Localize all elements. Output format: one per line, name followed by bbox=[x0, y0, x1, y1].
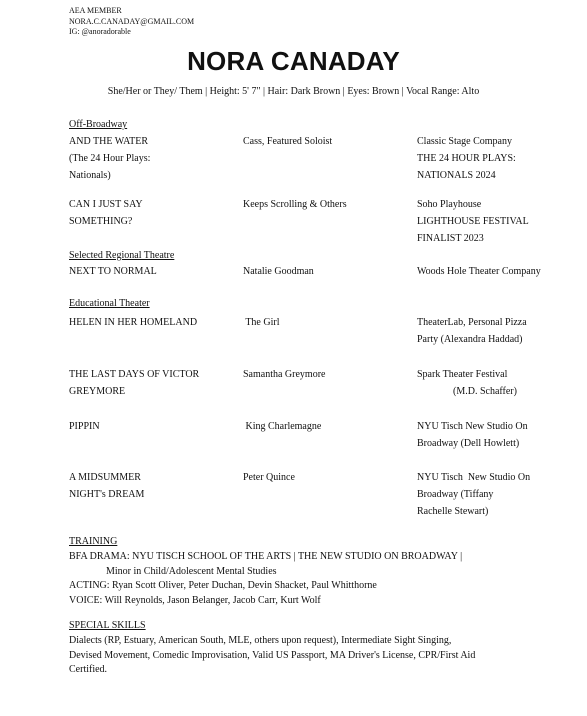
role: The Girl bbox=[243, 317, 280, 328]
membership: AEA MEMBER bbox=[69, 6, 122, 15]
show-title: PIPPIN bbox=[69, 421, 100, 432]
venue: TheaterLab, Personal Pizza Party (Alexandra Haddad) bbox=[417, 317, 527, 345]
section-heading-off-broadway: Off-Broadway bbox=[69, 119, 128, 130]
show-title: AND THE WATER (The 24 Hour Plays: Nationals) bbox=[69, 136, 151, 181]
role: Samantha Greymore bbox=[243, 369, 326, 380]
show-title: A MIDSUMMER NIGHT's DREAM bbox=[69, 472, 145, 500]
role: Natalie Goodman bbox=[243, 266, 314, 277]
show-title: CAN I JUST SAY SOMETHING? bbox=[69, 199, 143, 227]
show-title: HELEN IN HER HOMELAND bbox=[69, 317, 198, 328]
training-voice: VOICE: Will Reynolds, Jason Belanger, Jacob Carr, Kurt Wolf bbox=[69, 594, 321, 606]
section-heading-skills: SPECIAL SKILLS bbox=[69, 620, 146, 631]
skills-line: Certified. bbox=[69, 664, 108, 675]
training-degree: BFA DRAMA: NYU TISCH SCHOOL OF THE ARTS | THE NEW STUDIO ON BROADWAY | bbox=[69, 551, 463, 562]
venue: Classic Stage Company THE 24 HOUR PLAYS: NATIONALS 2024 bbox=[417, 136, 516, 181]
show-title: THE LAST DAYS OF VICTOR GREYMORE bbox=[69, 369, 200, 397]
performer-stats: She/Her or They/ Them | Height: 5' 7" | Hair: Dark Brown | Eyes: Brown | Vocal Range: Alto bbox=[107, 86, 480, 97]
role: Peter Quince bbox=[243, 472, 295, 483]
role: Keeps Scrolling & Others bbox=[243, 199, 347, 210]
performer-name: NORA CANADAY bbox=[187, 46, 400, 76]
training-block bbox=[69, 550, 579, 608]
contact-block bbox=[69, 6, 194, 38]
venue: Soho Playhouse LIGHTHOUSE FESTIVAL FINALIST 2023 bbox=[417, 199, 529, 244]
email[interactable]: NORA.C.CANADAY@GMAIL.COM bbox=[69, 16, 195, 26]
venue: NYU Tisch New Studio On Broadway (Dell Howlett) bbox=[417, 421, 528, 449]
training-acting: ACTING: Ryan Scott Oliver, Peter Duchan, Devin Shacket, Paul Whitthorne bbox=[69, 580, 377, 591]
instagram[interactable]: IG: @anoradorable bbox=[69, 27, 131, 36]
skills-line: Devised Movement, Comedic Improvisation, Valid US Passport, MA Driver's License, CPR/First Aid bbox=[69, 649, 476, 661]
venue: NYU Tisch New Studio On Broadway (Tiffany Rachelle Stewart) bbox=[417, 472, 531, 517]
section-heading-training: TRAINING bbox=[69, 536, 118, 547]
section-heading-regional: Selected Regional Theatre bbox=[69, 250, 175, 261]
role: Cass, Featured Soloist bbox=[243, 136, 333, 147]
skills-line: Dialects (RP, Estuary, American South, MLE, others upon request), Intermediate Sight Singing, bbox=[69, 635, 452, 646]
venue: Spark Theater Festival (M.D. Schaffer) bbox=[417, 369, 517, 397]
role: King Charlemagne bbox=[243, 421, 322, 432]
skills-block bbox=[69, 634, 579, 678]
section-heading-educational: Educational Theater bbox=[69, 298, 150, 309]
venue: Woods Hole Theater Company bbox=[417, 266, 541, 277]
show-title: NEXT TO NORMAL bbox=[69, 266, 157, 277]
training-minor: Minor in Child/Adolescent Mental Studies bbox=[106, 565, 277, 577]
